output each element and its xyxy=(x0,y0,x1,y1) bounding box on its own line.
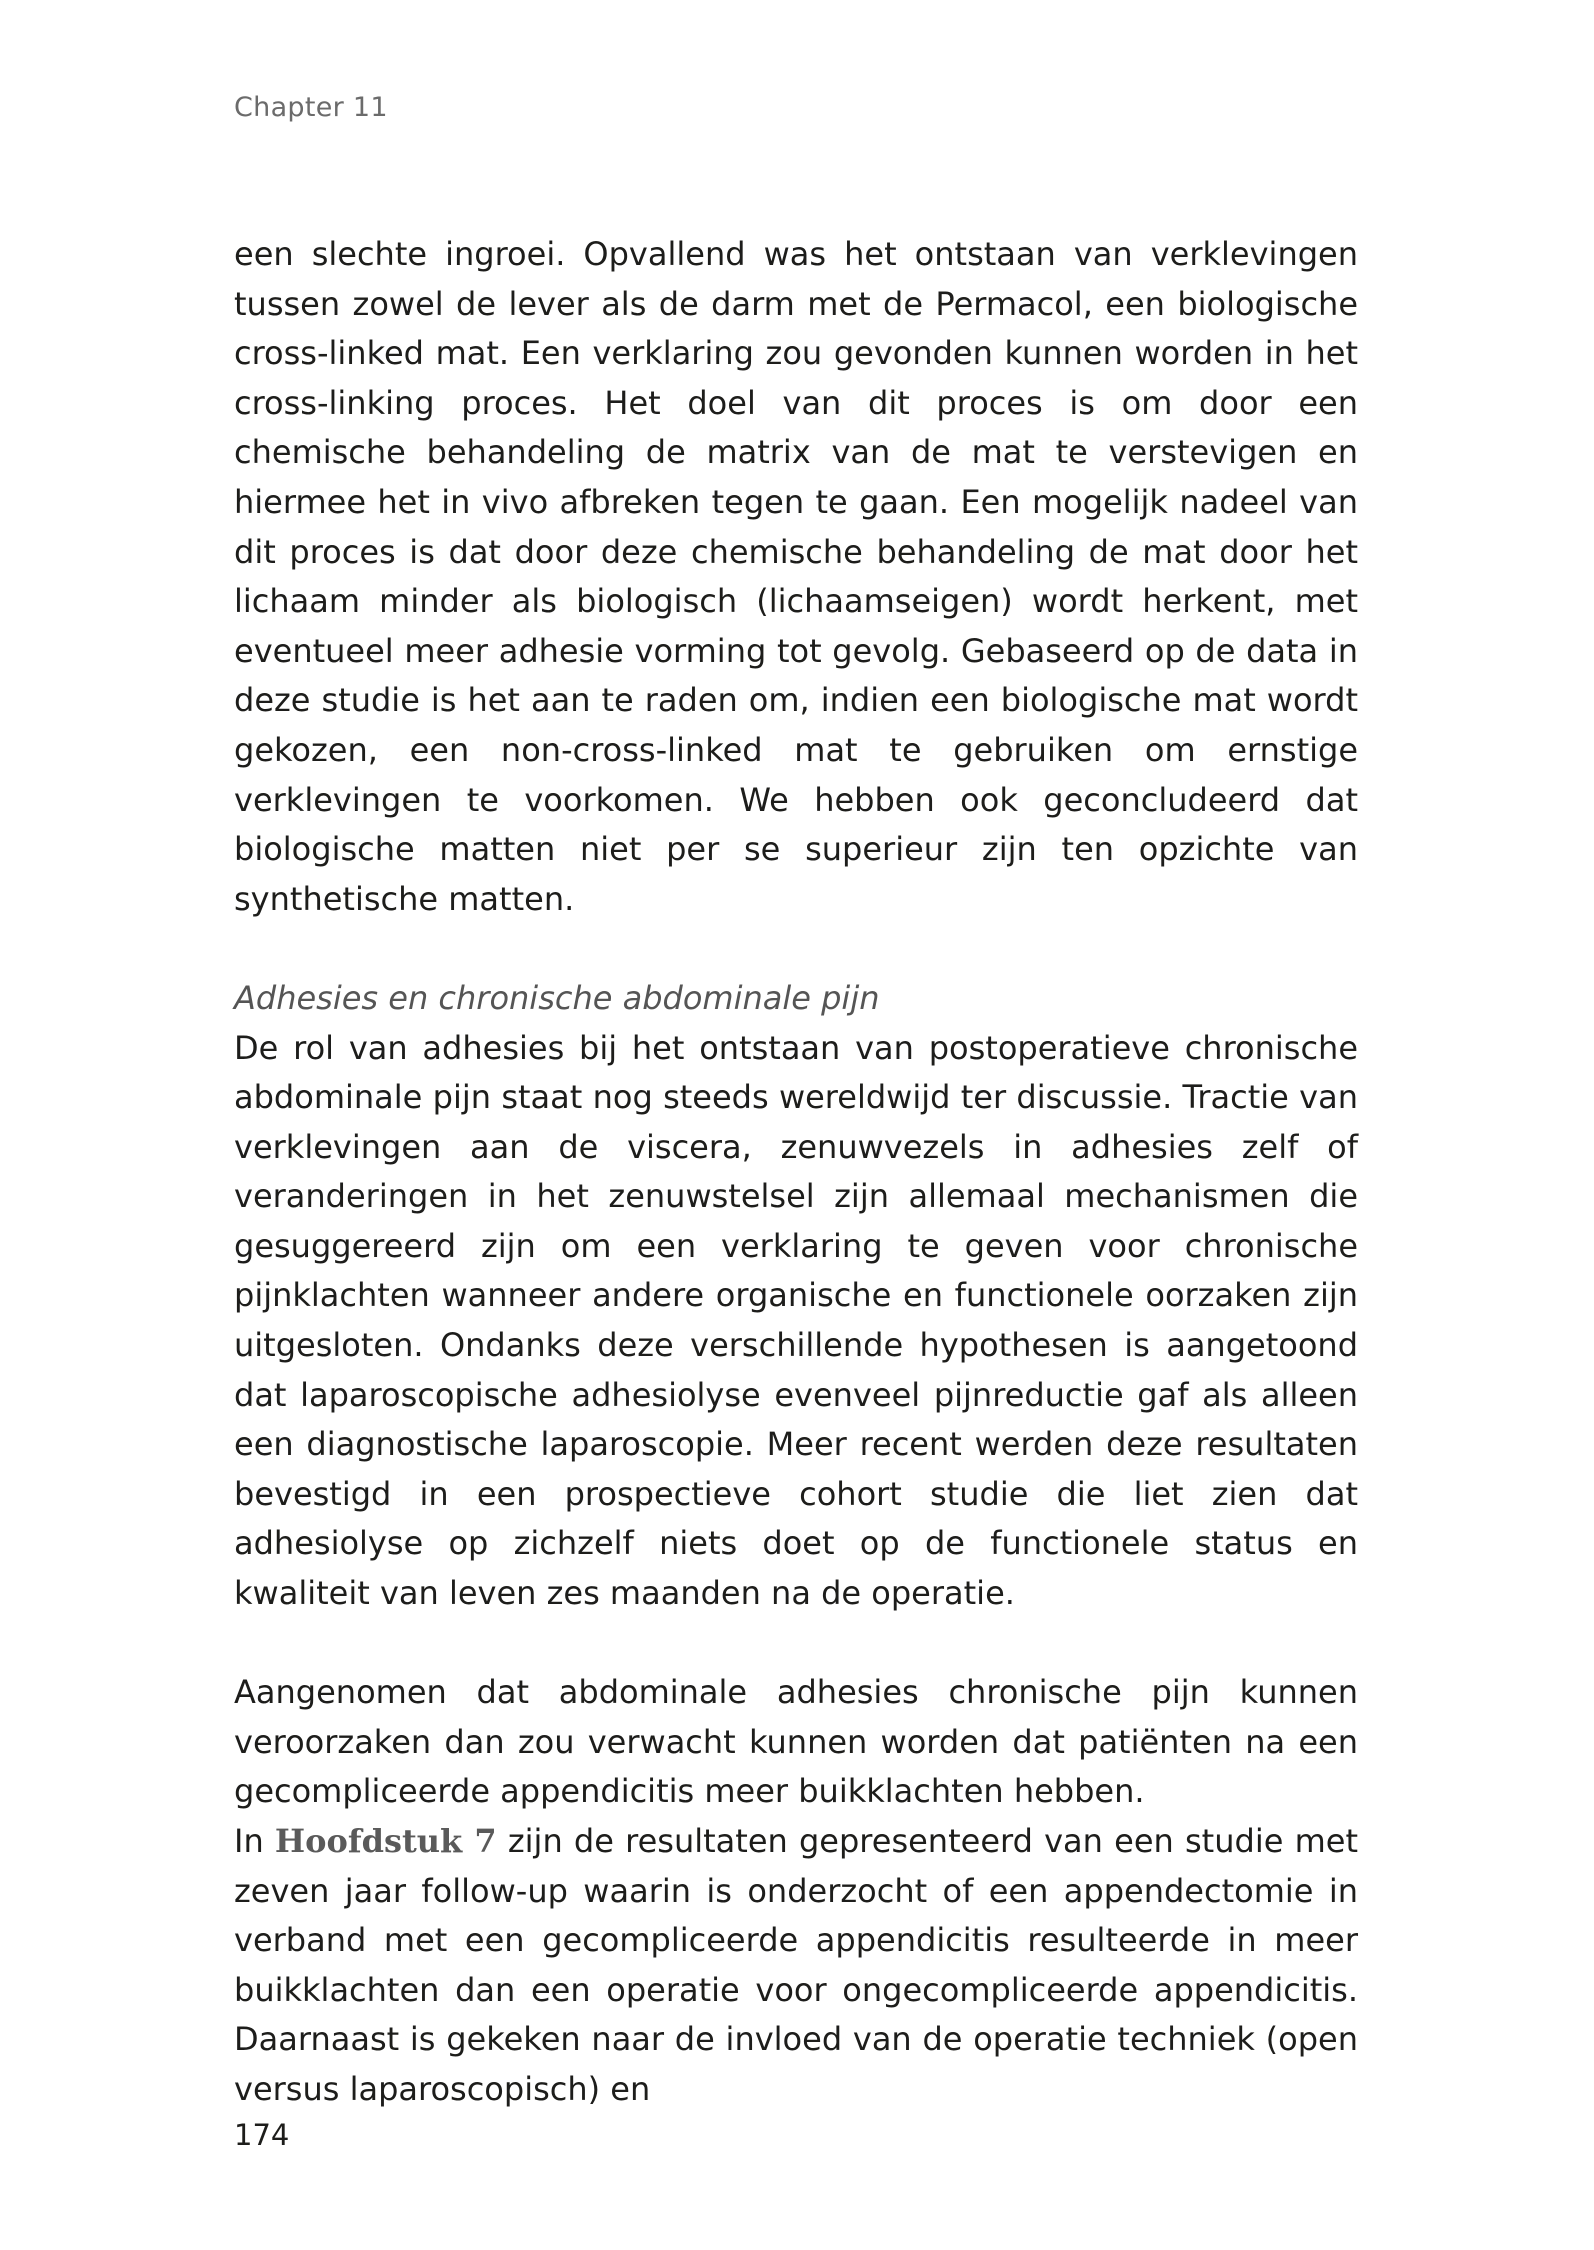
page-number: 174 xyxy=(234,2118,290,2152)
paragraph-chapter-7 xyxy=(234,1817,1358,2115)
paragraph-spacer xyxy=(234,924,1358,974)
paragraph-mesh-adhesions: een slechte ingroei. Opvallend was het ontstaan van verklevingen tussen zowel de lever als de darm met de Permacol, een biologische cross-linked mat. Een verklaring zou gevonden kunnen worden in het cross-linking proces. Het doel van dit proces is om door een chemische behandeling de matrix van de mat te verstevigen en hiermee het in vivo afbreken tegen te gaan. Een mogelijk nadeel van dit proces is dat door deze chemische behandeling de mat door het lichaam minder als biologisch (lichaamseigen) wordt herkent, met eventueel meer adhesie vorming tot gevolg. Gebaseerd op de data in deze studie is het aan te raden om, indien een biologische mat wordt gekozen, een non-cross-linked mat te gebruiken om ernstige verklevingen te voorkomen. We hebben ook geconcludeerd dat biologische matten niet per se superieur zijn ten opzichte van synthetische matten. xyxy=(234,235,1358,918)
paragraph-adhesion-pain: De rol van adhesies bij het ontstaan van postoperatieve chronische abdominale pijn staat nog steeds wereldwijd ter discussie. Tractie van verklevingen aan de viscera, zenuwvezels in adhesies zelf of veranderingen in het zenuwstelsel zijn allemaal mechanismen die gesuggereerd zijn om een verklaring te geven voor chronische pijnklachten wanneer andere organische en functionele oorzaken zijn uitgesloten. Ondanks deze verschillende hypothesen is aangetoond dat laparoscopische adhesiolyse evenveel pijnreductie gaf als alleen een diagnostische laparoscopie. Meer recent werden deze resultaten bevestigd in een prospectieve cohort studie die liet zien dat adhesiolyse op zichzelf niets doet op de functionele status en kwaliteit van leven zes maanden na de operatie. xyxy=(234,1028,1358,1613)
paragraph-text: In xyxy=(234,1822,275,1860)
running-head: Chapter 11 xyxy=(234,92,388,123)
chapter-reference: Hoofdstuk 7 xyxy=(274,1822,497,1860)
paragraph-text: zijn de resultaten gepresenteerd van een studie met zeven jaar follow-up waarin is onderzocht of een appendectomie in verband met een gecompliceerde appendicitis resulteerde in meer buikklachten dan een operatie voor ongecompliceerde appendicitis. Daarnaast is gekeken naar de invloed van de operatie techniek (open versus laparoscopisch) en xyxy=(234,1822,1358,2108)
body-text xyxy=(234,230,1358,2115)
section-heading: Adhesies en chronische abdominale pijn xyxy=(234,978,880,1017)
paragraph-complicated-appendicitis: Aangenomen dat abdominale adhesies chronische pijn kunnen veroorzaken dan zou verwacht kunnen worden dat patiënten na een gecompliceerde appendicitis meer buikklachten hebben. xyxy=(234,1673,1358,1811)
paragraph-spacer xyxy=(234,1619,1358,1669)
